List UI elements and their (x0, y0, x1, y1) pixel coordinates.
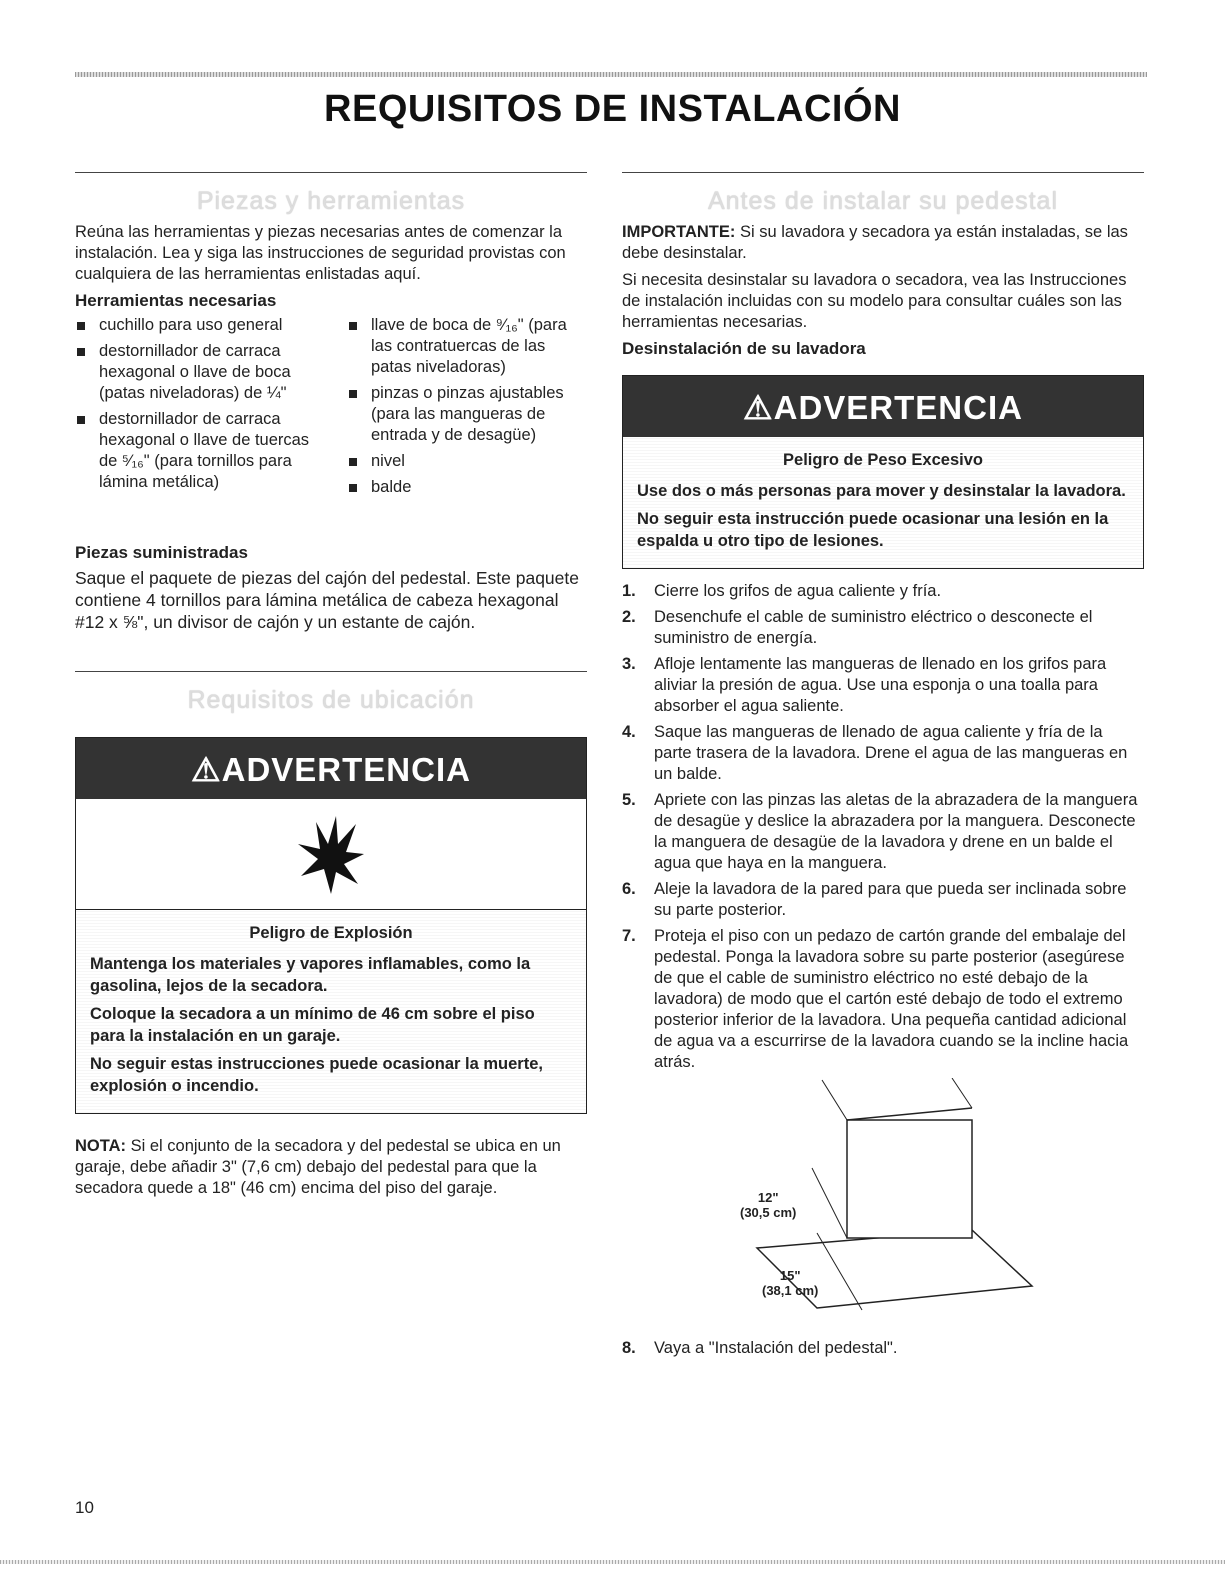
section-heading-location: Requisitos de ubicación (187, 686, 475, 714)
intro-paragraph: Reúna las herramientas y piezas necesarias antes de comenzar la instalación. Lea y siga las instrucciones de seguridad provistas con cualquiera de las herramientas enlistadas aquí. (75, 223, 566, 283)
washer-diagram (622, 1078, 1144, 1328)
list-item: llave de boca de ⁹⁄₁₆" (para las contratuercas de las patas niveladoras) (347, 315, 587, 378)
explosion-icon (76, 799, 586, 910)
washer-tilt-figure (622, 1078, 1144, 1328)
left-column (75, 172, 587, 1205)
uninstall-subtitle: Desinstalación de su lavadora (622, 339, 866, 358)
step-item: 3. Afloje lentamente las mangueras de llenado en los grifos para aliviar la presión de agua. Use una esponja o una toalla para absorber el agua saliente. (622, 655, 1107, 715)
warning-line: Mantenga los materiales y vapores inflamables, como la gasolina, lejos de la secadora. (90, 955, 531, 995)
list-item: nivel (347, 451, 587, 472)
right-column (622, 172, 1144, 1364)
section-heading-before-install: Antes de instalar su pedestal (707, 187, 1059, 215)
note-text: Si el conjunto de la secadora y del pedestal se ubica en un garaje, debe añadir 3" (7,6 cm) debajo del pedestal para que la secadora quede a 18" (46 cm) encima del piso del garaje. (75, 1137, 561, 1197)
parts-paragraph: Saque el paquete de piezas del cajón del pedestal. Este paquete contiene 4 tornillos para lámina metálica de cabeza hexagonal #12 x ⅝", un divisor de cajón y un estante de cajón. (75, 568, 579, 632)
page-number: 10 (75, 1498, 94, 1517)
explosion-warning-box (75, 737, 587, 1114)
list-item: cuchillo para uso general (75, 315, 315, 336)
important-label: IMPORTANTE: (622, 223, 736, 241)
list-item: destornillador de carraca hexagonal o llave de tuercas de ⁵⁄₁₆" (para tornillos para lámina metálica) (75, 409, 315, 493)
explosion-icon-graphic (296, 814, 366, 894)
note-paragraph (75, 1136, 587, 1199)
tools-list-b (347, 315, 587, 503)
dimension-label-12: 12" (30,5 cm) (740, 1190, 797, 1220)
warning-banner: ⚠ADVERTENCIA (623, 376, 1143, 437)
warning-hazard-title: Peligro de Peso Excesivo (783, 451, 983, 469)
info-paragraph: Si necesita desinstalar su lavadora o secadora, vea las Instrucciones de instalación incluidas con su modelo para consultar cuáles son las herramientas necesarias. (622, 271, 1127, 331)
step-item: 2. Desenchufe el cable de suministro eléctrico o desconecte el suministro de energía. (622, 608, 1093, 647)
list-item: destornillador de carraca hexagonal o llave de boca (patas niveladoras) de ¼" (75, 341, 315, 404)
step-item: 6. Aleje la lavadora de la pared para que pueda ser inclinada sobre su parte posterior. (622, 880, 1127, 919)
step-item: 1. Cierre los grifos de agua caliente y fría. (622, 582, 942, 600)
step-item: 4. Saque las mangueras de llenado de agua caliente y fría de la parte trasera de la lavadora. Drene el agua de las mangueras en un balde. (622, 723, 1128, 783)
warning-line: No seguir esta instrucción puede ocasionar una lesión en la espalda u otro tipo de lesiones. (637, 510, 1109, 550)
section-rule (75, 172, 587, 173)
weight-warning-box (622, 375, 1144, 569)
warning-banner: ⚠ADVERTENCIA (76, 738, 586, 799)
tools-list (75, 315, 587, 503)
steps-list (622, 581, 1144, 1073)
top-rule (75, 72, 1147, 77)
list-item: pinzas o pinzas ajustables (para las mangueras de entrada y de desagüe) (347, 383, 587, 446)
section-rule (75, 671, 587, 672)
parts-title: Piezas suministradas (75, 543, 248, 562)
warning-body (623, 437, 1143, 568)
steps-list-final (622, 1338, 1144, 1359)
tools-title: Herramientas necesarias (75, 291, 277, 310)
bottom-rule (0, 1560, 1225, 1564)
warning-body (76, 910, 586, 1113)
warning-hazard-title: Peligro de Explosión (249, 924, 413, 942)
warning-line: Use dos o más personas para mover y desinstalar la lavadora. (637, 482, 1126, 500)
important-text: Si su lavadora y secadora ya están instaladas, se las debe desinstalar. (622, 223, 1128, 262)
tools-list-a (75, 315, 315, 503)
step-item: 8. Vaya a "Instalación del pedestal". (622, 1339, 898, 1357)
list-item: balde (347, 477, 587, 498)
page-title: REQUISITOS DE INSTALACIÓN (324, 88, 901, 130)
step-item: 7. Proteja el piso con un pedazo de cartón grande del embalaje del pedestal. Ponga la lavadora sobre su parte posterior (asegúrese de que el cable de suministro eléctrico no esté debajo de la lavadora) de modo que el cartón esté debajo de todo el extremo posterior inferior de la lavadora. Una pequeña cantidad adicional de agua va a escurrirse de la lavadora cuando se la incline hacia atrás. (622, 927, 1129, 1071)
warning-line: Coloque la secadora a un mínimo de 46 cm sobre el piso para la instalación en un garaje. (90, 1005, 535, 1045)
section-heading-parts-tools: Piezas y herramientas (196, 187, 466, 215)
important-paragraph (622, 222, 1144, 264)
note-label: NOTA: (75, 1137, 127, 1155)
warning-line: No seguir estas instrucciones puede ocasionar la muerte, explosión o incendio. (90, 1055, 543, 1095)
step-item: 5. Apriete con las pinzas las aletas de la abrazadera de la manguera de desagüe y deslice la abrazadera por la manguera. Desconecte la manguera de desagüe de la lavadora y drene en un balde el agua que haya en la manguera. (622, 791, 1138, 872)
dimension-label-15: 15" (38,1 cm) (762, 1268, 819, 1298)
section-rule (622, 172, 1144, 173)
